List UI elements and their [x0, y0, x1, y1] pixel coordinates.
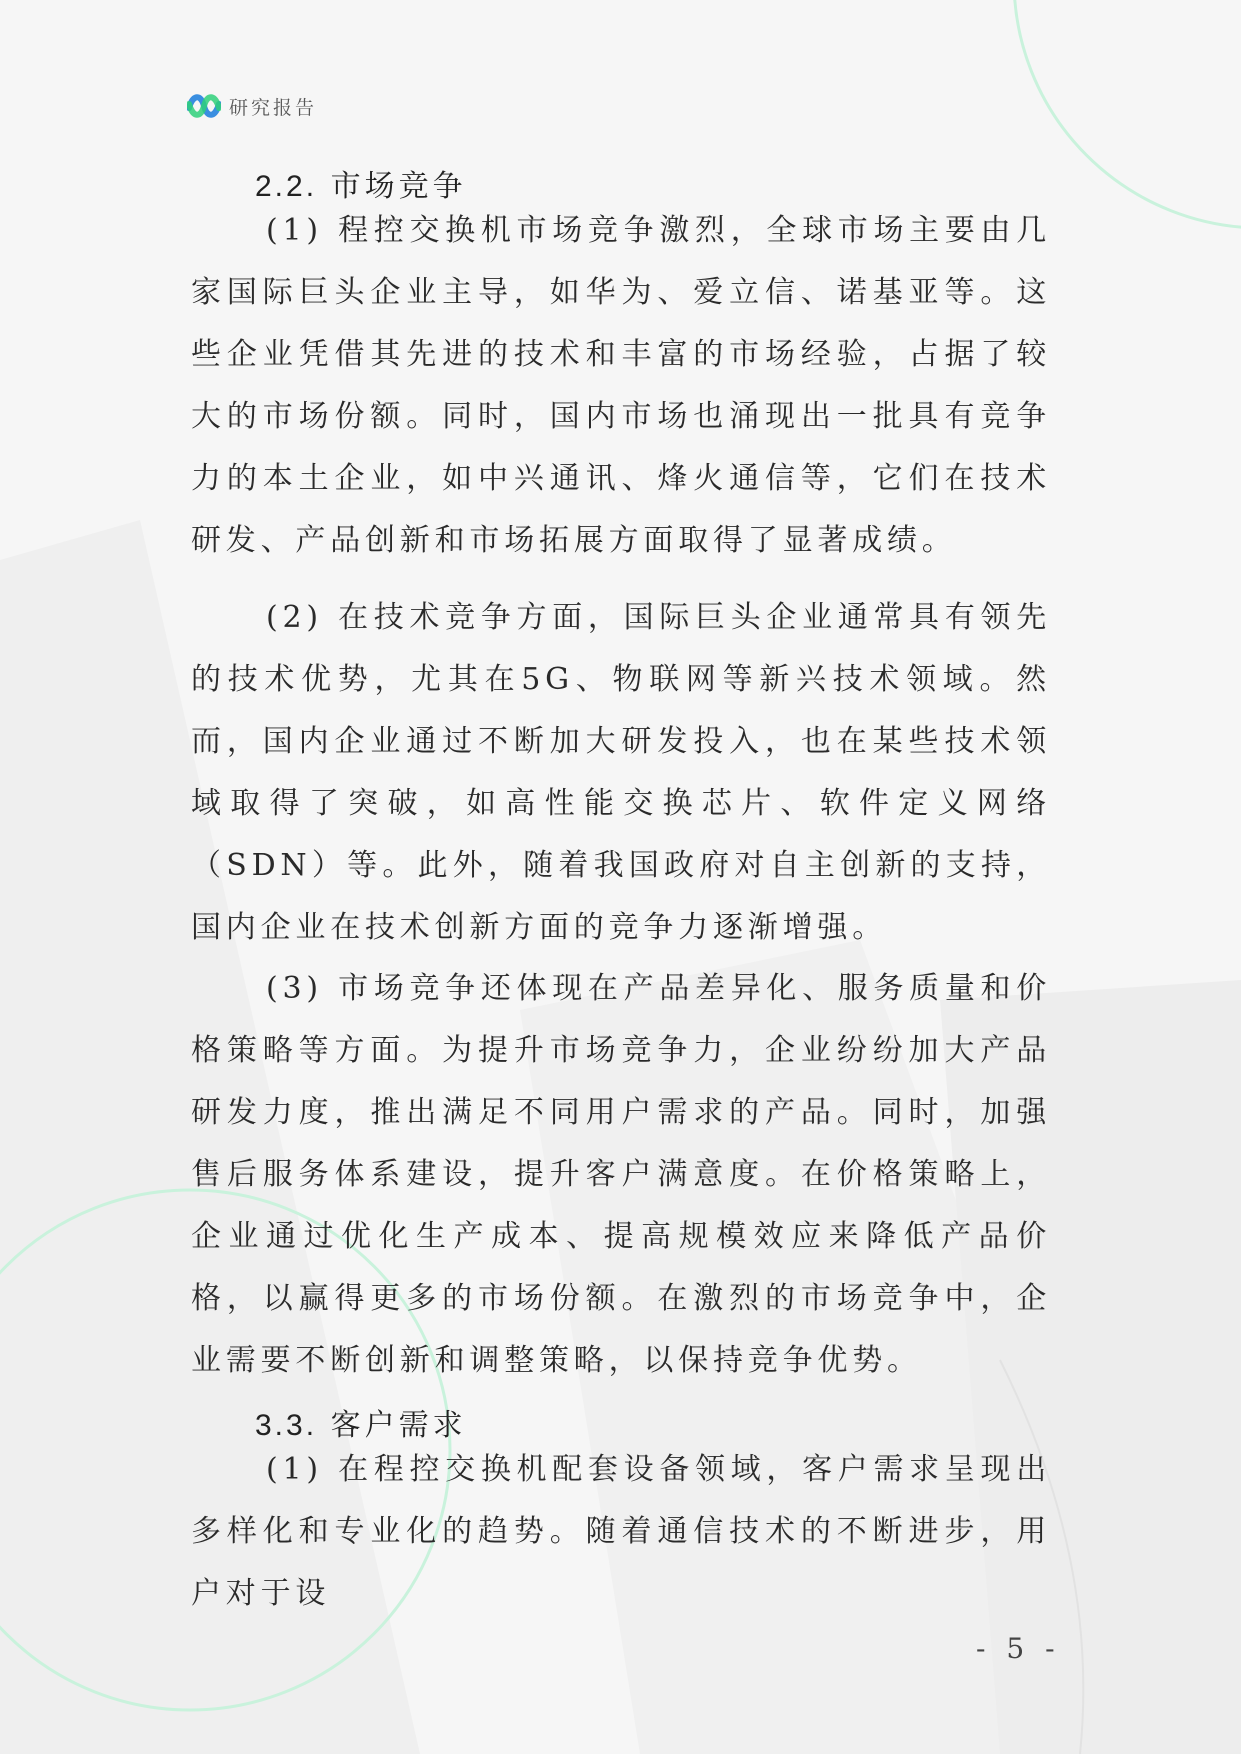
heading-number: 2.2.	[255, 170, 318, 203]
paragraph-1: (1) 程控交换机市场竞争激烈，全球市场主要由几家国际巨头企业主导，如华为、爱立信、诺基亚等。这些企业凭借其先进的技术和丰富的市场经验，占据了较大的市场份额。同时，国内市场也涌现出一批具有竞争力的本土企业，如中兴通讯、烽火通信等，它们在技术研发、产品创新和市场拓展方面取得了显著成绩。	[191, 213, 1051, 558]
paragraph-3: (3) 市场竞争还体现在产品差异化、服务质量和价格策略等方面。为提升市场竞争力，企业纷纷加大产品研发力度，推出满足不同用户需求的产品。同时，加强售后服务体系建设，提升客户满意度。在价格策略上，企业通过优化生产成本、提高规模效应来降低产品价格，以赢得更多的市场份额。在激烈的市场竞争中，企业需要不断创新和调整策略，以保持竞争优势。	[191, 971, 1051, 1378]
heading-text: 客户需求	[330, 1408, 467, 1443]
paragraph-4: (1) 在程控交换机配套设备领域，客户需求呈现出多样化和专业化的趋势。随着通信技术的不断进步，用户对于设	[191, 1452, 1051, 1611]
paragraph-2: (2) 在技术竞争方面，国际巨头企业通常具有领先的技术优势，尤其在5G、物联网等新兴技术领域。然而，国内企业通过不断加大研发投入，也在某些技术领域取得了突破，如高性能交换芯片、软件定义网络（SDN）等。此外，随着我国政府对自主创新的支持，国内企业在技术创新方面的竞争力逐渐增强。	[191, 600, 1051, 945]
page-number: - 5 -	[976, 1632, 1061, 1665]
page-header	[187, 89, 317, 123]
brand-logo-icon	[187, 90, 221, 122]
heading-number: 3.3.	[255, 1409, 318, 1442]
header-title: 研究报告	[229, 96, 318, 119]
heading-text: 市场竞争	[330, 169, 467, 204]
